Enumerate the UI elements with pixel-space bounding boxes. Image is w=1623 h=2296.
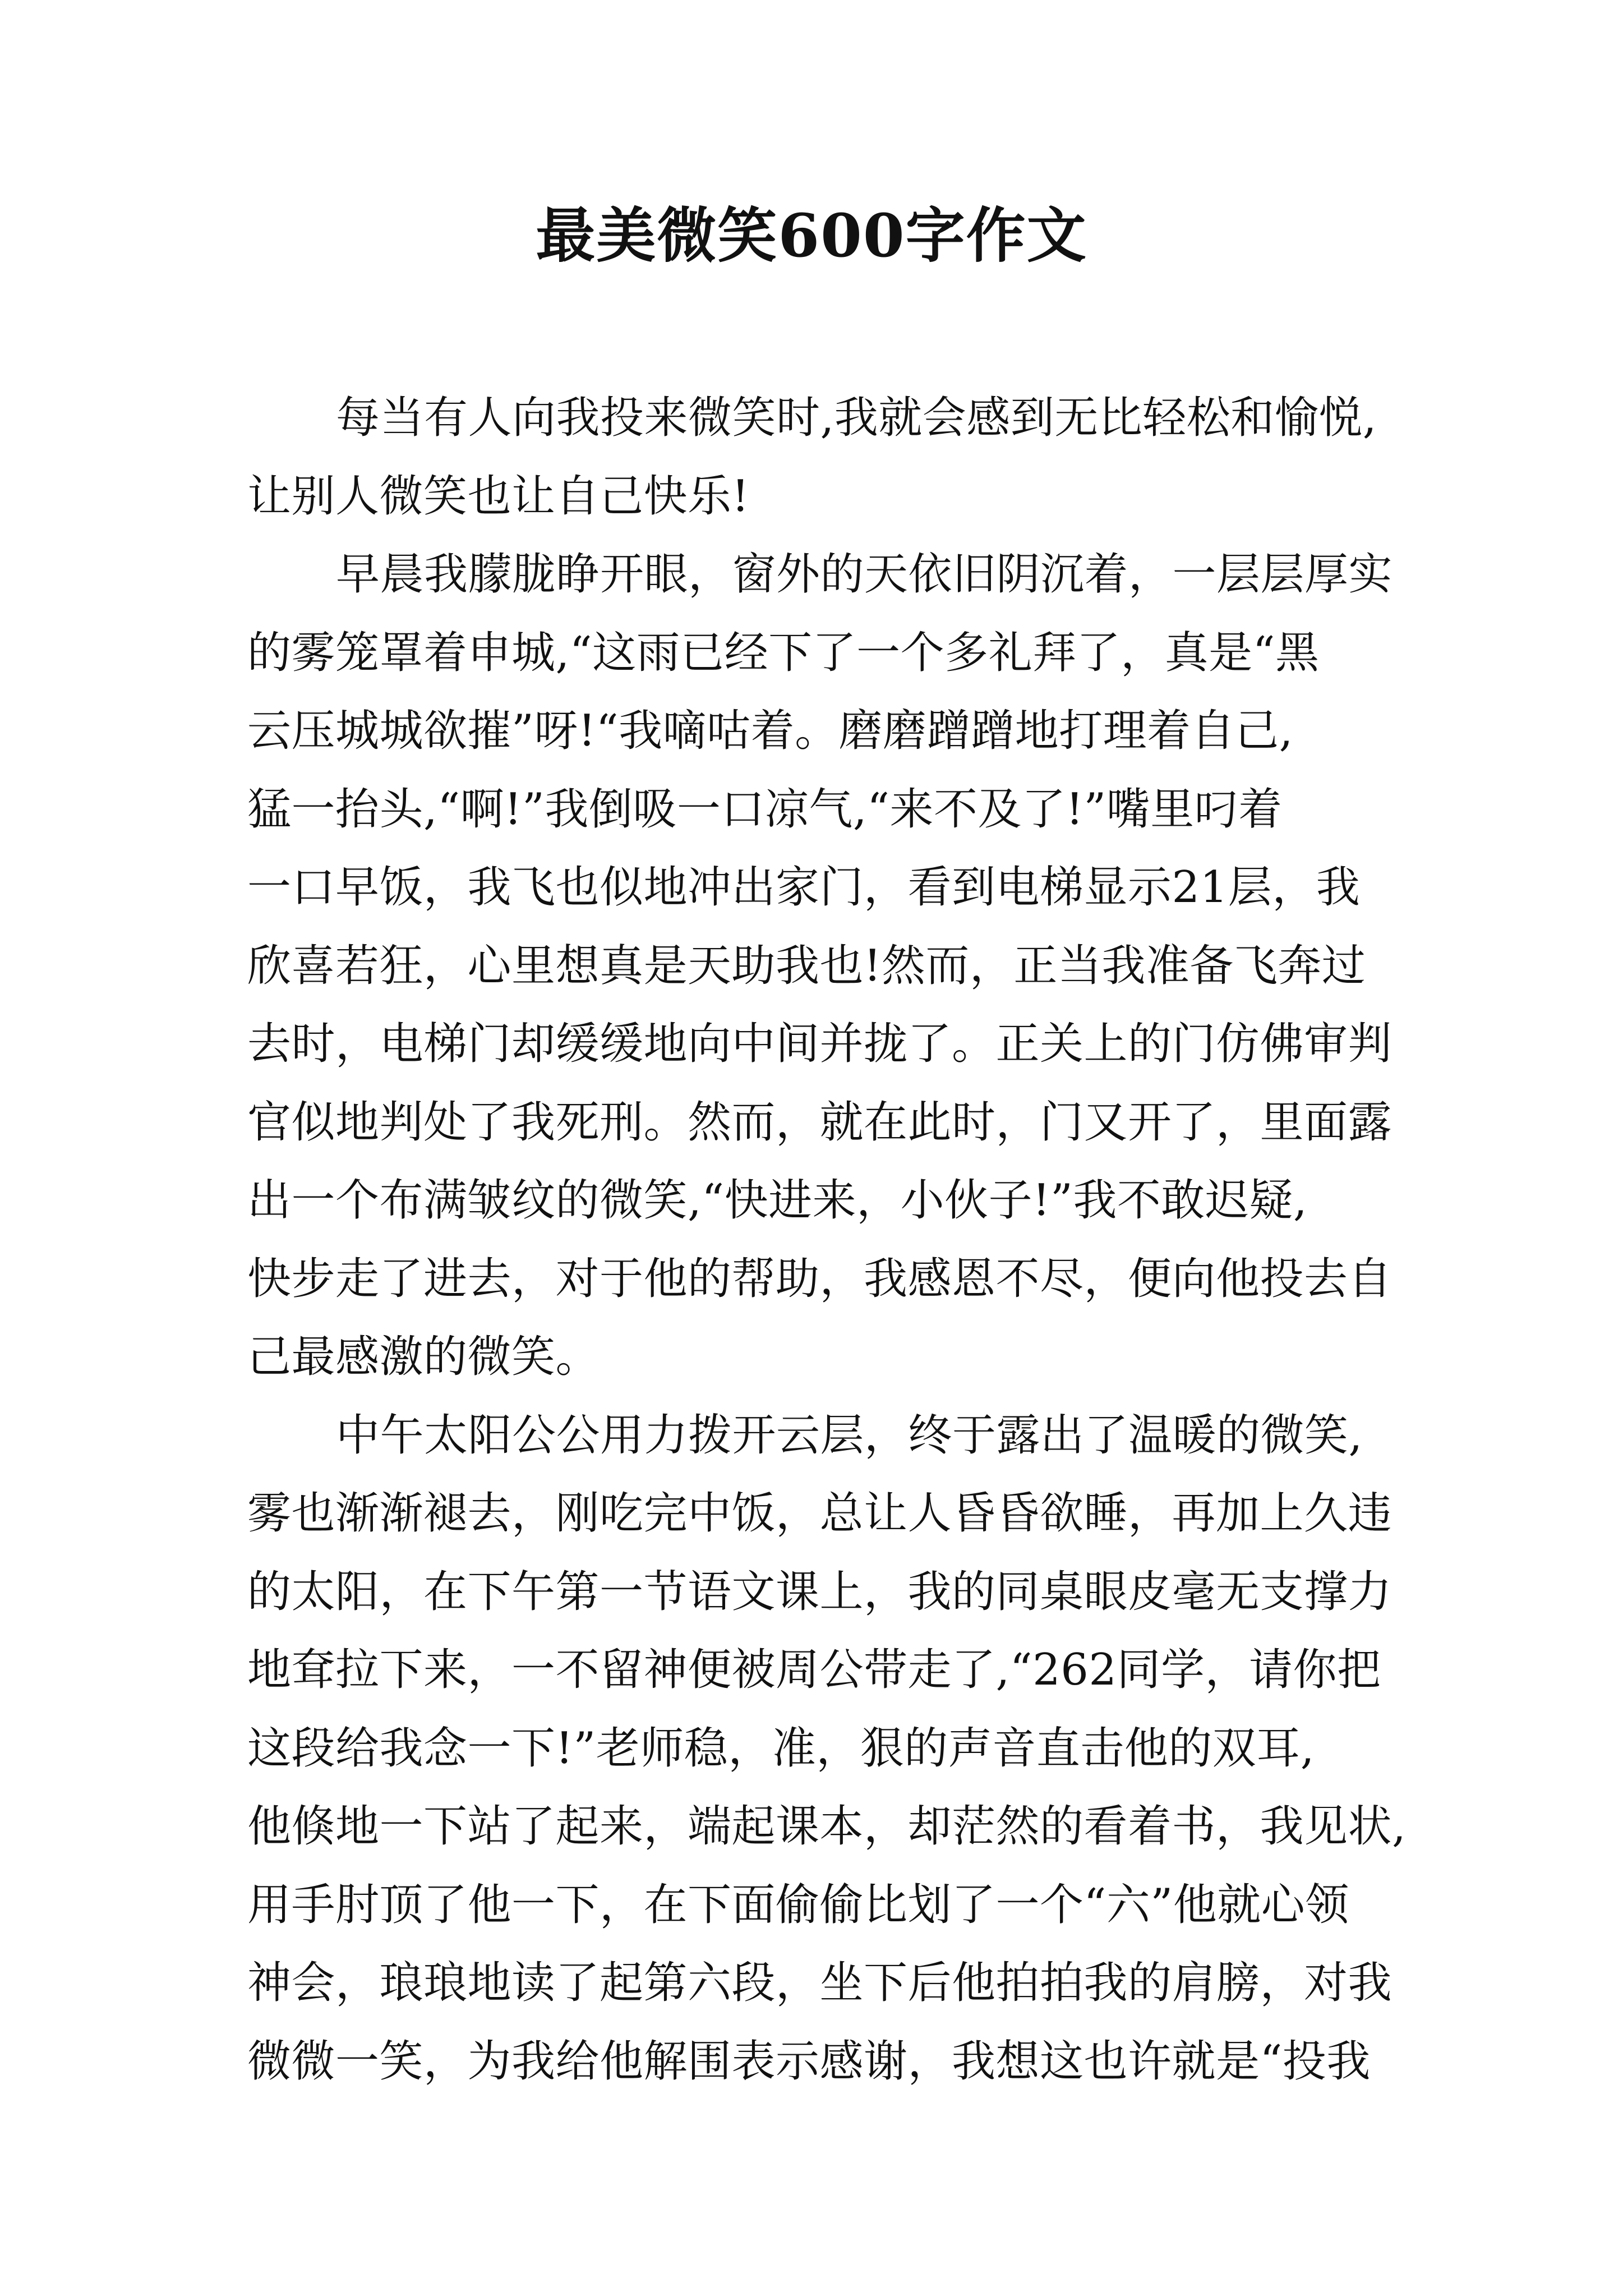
paragraph-line: 每当有人向我投来微笑时,我就会感到无比轻松和愉悦, <box>336 393 1377 443</box>
paragraph-line: 快步走了进去，对于他的帮助，我感恩不尽，便向他投去自 <box>247 1253 1393 1304</box>
paragraph-line: 雾也渐渐褪去，刚吃完中饭，总让人昏昏欲睡，再加上久违 <box>247 1488 1393 1539</box>
paragraph-line: 的太阳，在下午第一节语文课上，我的同桌眼皮毫无支撑力 <box>247 1566 1393 1617</box>
paragraph-line: 官似地判处了我死刑。然而，就在此时，门又开了，里面露 <box>247 1097 1393 1148</box>
paragraph-line: 去时，电梯门却缓缓地向中间并拢了。正关上的门仿佛审判 <box>247 1019 1393 1069</box>
paragraph-line: 微微一笑，为我给他解围表示感谢，我想这也许就是“投我 <box>247 2036 1371 2087</box>
paragraph-line: 神会，琅琅地读了起第六段，坐下后他拍拍我的肩膀，对我 <box>247 1958 1393 2008</box>
paragraph-line: 中午太阳公公用力拨开云层，终于露出了温暖的微笑, <box>336 1410 1363 1461</box>
paragraph-line: 让别人微笑也让自己快乐! <box>247 471 750 522</box>
paragraph-line: 欣喜若狂，心里想真是天助我也!然而，正当我准备飞奔过 <box>247 940 1366 991</box>
document-body <box>247 379 1407 2101</box>
paragraph-line: 一口早饭，我飞也似地冲出家门，看到电梯显示21层，我 <box>247 862 1361 913</box>
paragraph-line: 猛一抬头,“啊!”我倒吸一口凉气,“来不及了!”嘴里叼着 <box>247 784 1283 835</box>
paragraph-line: 的雾笼罩着申城,“这雨已经下了一个多礼拜了，真是“黑 <box>247 627 1320 678</box>
document-title: 最美微笑600字作文 <box>536 200 1087 270</box>
paragraph-line: 云压城城欲摧”呀!“我嘀咕着。磨磨蹭蹭地打理着自己, <box>247 706 1293 756</box>
paragraph-line: 早晨我朦胧睁开眼，窗外的天依旧阴沉着，一层层厚实 <box>336 549 1393 600</box>
paragraph-line: 地耷拉下来，一不留神便被周公带走了,“262同学，请你把 <box>247 1645 1381 1695</box>
paragraph-line: 用手肘顶了他一下，在下面偷偷比划了一个“六”他就心领 <box>247 1879 1349 1930</box>
paragraph-line: 他倏地一下站了起来，端起课本，却茫然的看着书，我见状, <box>247 1801 1407 1852</box>
paragraph-line: 己最感激的微笑。 <box>247 1332 600 1382</box>
paragraph-line: 这段给我念一下!”老师稳，准，狠的声音直击他的双耳, <box>247 1723 1315 1774</box>
paragraph-line: 出一个布满皱纹的微笑,“快进来，小伙子!”我不敢迟疑, <box>247 1175 1308 1226</box>
